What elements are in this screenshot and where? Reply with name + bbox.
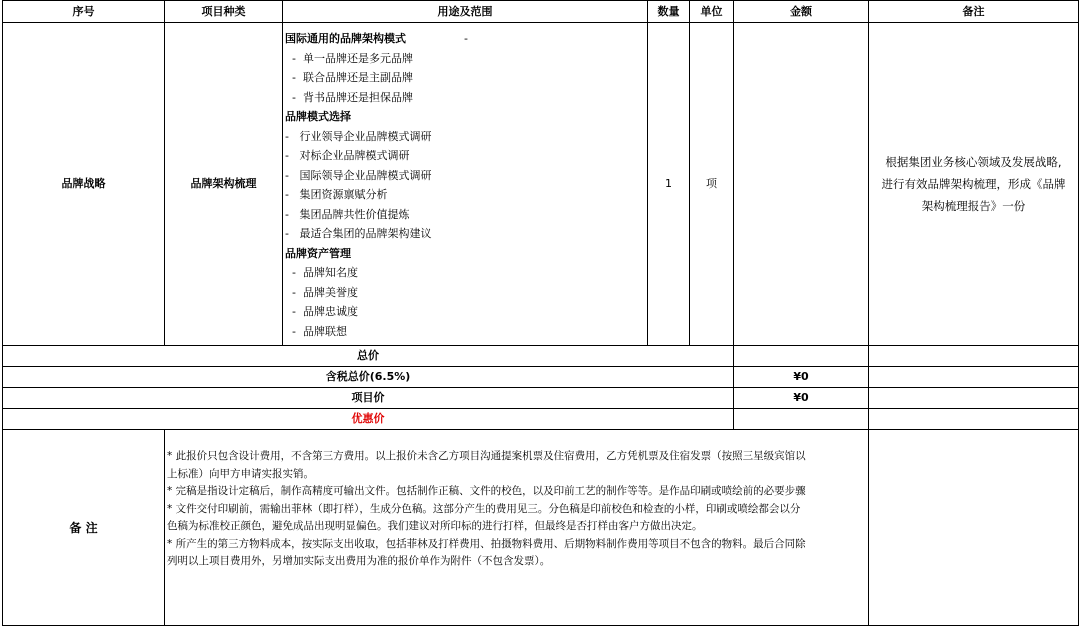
item-seq: 品牌战略 bbox=[3, 23, 165, 346]
notes-label: 备 注 bbox=[3, 430, 165, 626]
usage-heading bbox=[285, 244, 645, 264]
notes-line: * 所产生的第三方物料成本，按实际支出收取，包括菲林及打样费用、拍摄物料费用、后期物料制作费用等项目不包含的物料。最后合同除 bbox=[167, 537, 806, 550]
usage-text: - 品牌忠诚度 bbox=[285, 305, 358, 318]
usage-text: - 单一品牌还是多元品牌 bbox=[285, 51, 413, 65]
total-row bbox=[3, 346, 1079, 367]
tax-remark bbox=[869, 367, 1079, 388]
notes-content bbox=[165, 430, 869, 626]
notes-line: * 此报价只包含设计费用，不含第三方费用。以上报价未含乙方项目沟通提案机票及住宿费用，乙方凭机票及住宿发票（按照三星级宾馆以 bbox=[167, 450, 806, 462]
header-amount: 金额 bbox=[734, 1, 869, 23]
usage-item bbox=[285, 127, 645, 147]
usage-item bbox=[285, 322, 645, 342]
usage-item bbox=[285, 263, 645, 283]
header-seq: 序号 bbox=[3, 1, 165, 23]
usage-item bbox=[285, 146, 645, 166]
remark-line: 架构梳理报告》一份 bbox=[921, 199, 1026, 213]
total-label: 总价 bbox=[3, 346, 734, 367]
usage-text: 品牌资产管理 bbox=[285, 246, 351, 260]
usage-text: - 品牌美誉度 bbox=[285, 285, 358, 299]
header-row bbox=[3, 1, 1079, 23]
notes-line: * 文件交付印刷前，需输出菲林（即打样），生成分色稿。这部分产生的费用见三。分色稿是印前校色和检查的小样，印刷或喷绘都会以分 bbox=[167, 502, 801, 515]
discount-remark bbox=[869, 409, 1079, 430]
usage-list bbox=[285, 29, 645, 341]
usage-heading bbox=[285, 107, 645, 127]
usage-text: - 国际领导企业品牌模式调研 bbox=[285, 168, 432, 182]
usage-text: - 集团资源禀赋分析 bbox=[285, 188, 388, 201]
usage-item bbox=[285, 205, 645, 225]
project-remark bbox=[869, 388, 1079, 409]
notes-line: 色稿为标准校正颜色，避免成品出现明显偏色。我们建议对所印标的进行打样，但最终是否打样由客户方做出决定。 bbox=[167, 520, 703, 532]
header-category: 项目种类 bbox=[165, 1, 283, 23]
discount-value bbox=[734, 409, 869, 430]
tax-row bbox=[3, 367, 1079, 388]
notes-line: 上标准）向甲方申请实报实销。 bbox=[167, 467, 314, 480]
usage-text: - 集团品牌共性价值提炼 bbox=[285, 207, 410, 221]
usage-text: - 品牌知名度 bbox=[285, 266, 358, 279]
usage-item bbox=[285, 283, 645, 303]
usage-text: - 品牌联想 bbox=[285, 324, 347, 338]
notes-row bbox=[3, 430, 1079, 626]
item-usage bbox=[283, 23, 648, 346]
discount-label: 优惠价 bbox=[3, 409, 734, 430]
usage-text: - 对标企业品牌模式调研 bbox=[285, 149, 410, 162]
notes-remark bbox=[869, 430, 1079, 626]
quotation-table bbox=[2, 0, 1079, 626]
usage-text: - 背书品牌还是担保品牌 bbox=[285, 90, 413, 104]
usage-text: 品牌模式选择 bbox=[285, 110, 351, 123]
notes-line: 列明以上项目费用外，另增加实际支出费用为准的报价单作为附件（不包含发票）。 bbox=[167, 555, 551, 567]
header-remark: 备注 bbox=[869, 1, 1079, 23]
tax-label: 含税总价(6.5%) bbox=[3, 367, 734, 388]
tax-value: ¥0 bbox=[734, 367, 869, 388]
item-quantity: 1 bbox=[648, 23, 690, 346]
item-remark bbox=[869, 23, 1079, 346]
project-row bbox=[3, 388, 1079, 409]
usage-item bbox=[285, 185, 645, 205]
usage-text: - 行业领导企业品牌模式调研 bbox=[285, 129, 432, 143]
notes-line: * 完稿是指设计定稿后，制作高精度可输出文件。包括制作正稿、文件的校色，以及印前工艺的制作等等。是作品印刷或喷绘前的必要步骤 bbox=[167, 485, 806, 497]
project-value: ¥0 bbox=[734, 388, 869, 409]
remark-line: 进行有效品牌架构梳理，形成《品牌 bbox=[881, 177, 1066, 191]
header-usage: 用途及范围 bbox=[283, 1, 648, 23]
usage-item bbox=[285, 68, 645, 88]
usage-item bbox=[285, 88, 645, 108]
usage-text: - 最适合集团的品牌架构建议 bbox=[285, 227, 432, 240]
project-label: 项目价 bbox=[3, 388, 734, 409]
item-amount bbox=[734, 23, 869, 346]
total-value bbox=[734, 346, 869, 367]
header-quantity: 数量 bbox=[648, 1, 690, 23]
usage-extra-mark: - bbox=[464, 32, 468, 45]
total-remark bbox=[869, 346, 1079, 367]
header-unit: 单位 bbox=[690, 1, 734, 23]
item-unit: 项 bbox=[690, 23, 734, 346]
usage-item bbox=[285, 49, 645, 69]
usage-text: - 联合品牌还是主副品牌 bbox=[285, 71, 413, 84]
item-row bbox=[3, 23, 1079, 346]
item-category: 品牌架构梳理 bbox=[165, 23, 283, 346]
discount-row bbox=[3, 409, 1079, 430]
usage-item bbox=[285, 224, 645, 244]
usage-item bbox=[285, 166, 645, 186]
remark-line: 根据集团业务核心领域及发展战略, bbox=[885, 155, 1062, 169]
usage-item bbox=[285, 302, 645, 322]
usage-text: 国际通用的品牌架构模式 bbox=[285, 32, 406, 45]
usage-heading bbox=[285, 29, 645, 49]
